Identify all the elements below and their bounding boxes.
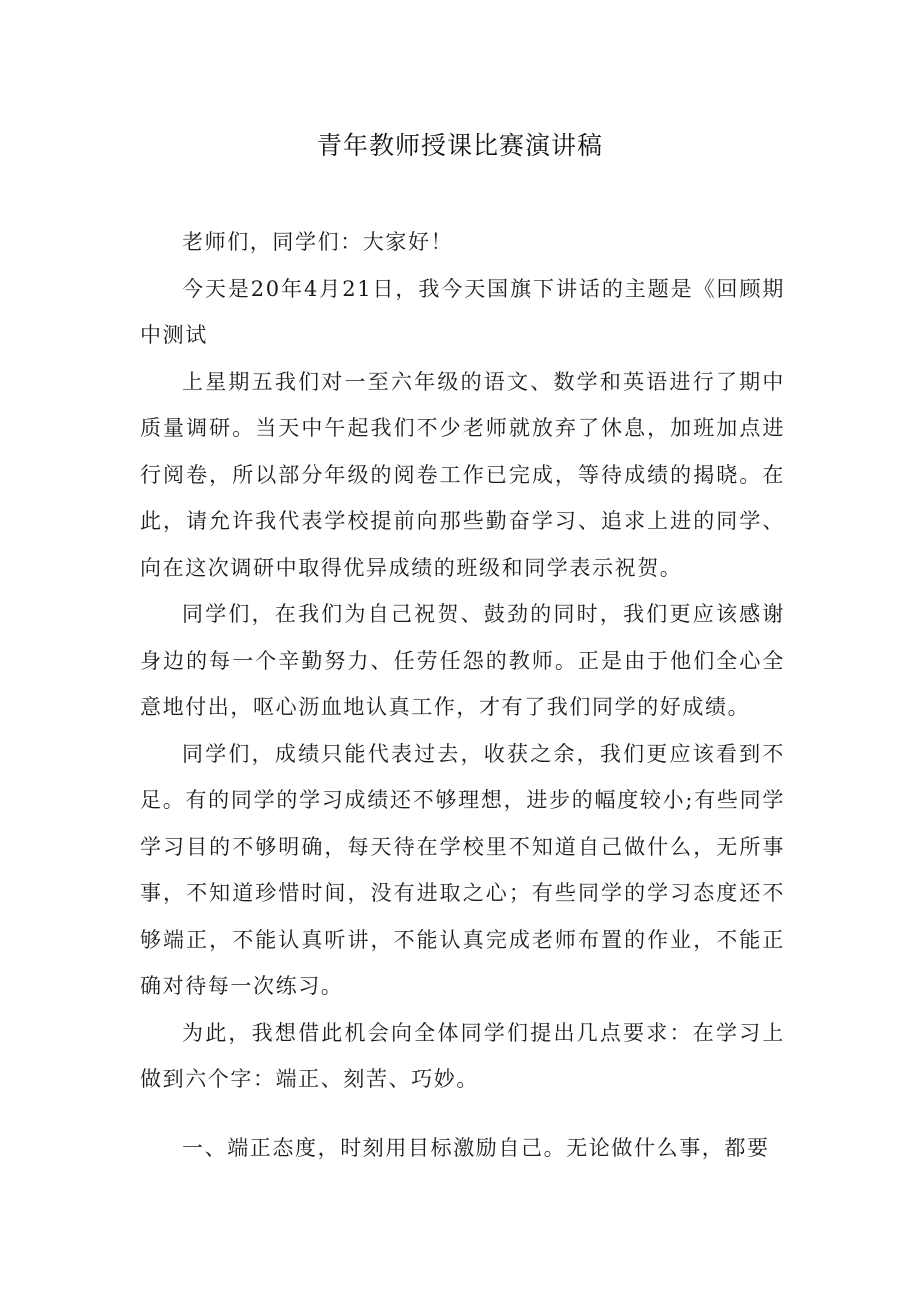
shortcomings-paragraph: 同学们，成绩只能代表过去，收获之余，我们更应该看到不足。有的同学的学习成绩还不够理想，进步的幅度较小;有些同学学习目的不够明确，每天待在学校里不知道自己做什么，无所事事，不知道珍惜时间，没有进取之心；有些同学的学习态度还不够端正，不能认真听讲，不能认真完成老师布置的作业，不能正确对待每一次练习。 bbox=[140, 741, 785, 998]
intro-paragraph: 今天是20年4月21日，我今天国旗下讲话的主题是《回顾期中测试 bbox=[140, 276, 785, 347]
document-body bbox=[140, 219, 785, 1171]
requirements-paragraph: 为此，我想借此机会向全体同学们提出几点要求：在学习上做到六个字：端正、刻苦、巧妙。 bbox=[140, 1020, 785, 1091]
point-one-paragraph: 一、端正态度，时刻用目标激励自己。无论做什么事，都要 bbox=[182, 1135, 770, 1160]
document-title: 青年教师授课比赛演讲稿 bbox=[316, 131, 603, 160]
thanks-paragraph: 同学们，在我们为自己祝贺、鼓劲的同时，我们更应该感谢身边的每一个辛勤努力、任劳任怨的教师。正是由于他们全心全意地付出，呕心沥血地认真工作，才有了我们同学的好成绩。 bbox=[140, 602, 785, 719]
exam-paragraph: 上星期五我们对一至六年级的语文、数学和英语进行了期中质量调研。当天中午起我们不少老师就放弃了休息，加班加点进行阅卷，所以部分年级的阅卷工作已完成，等待成绩的揭晓。在此，请允许我代表学校提前向那些勤奋学习、追求上进的同学、向在这次调研中取得优异成绩的班级和同学表示祝贺。 bbox=[140, 369, 785, 580]
greeting-paragraph: 老师们，同学们：大家好！ bbox=[182, 230, 454, 254]
